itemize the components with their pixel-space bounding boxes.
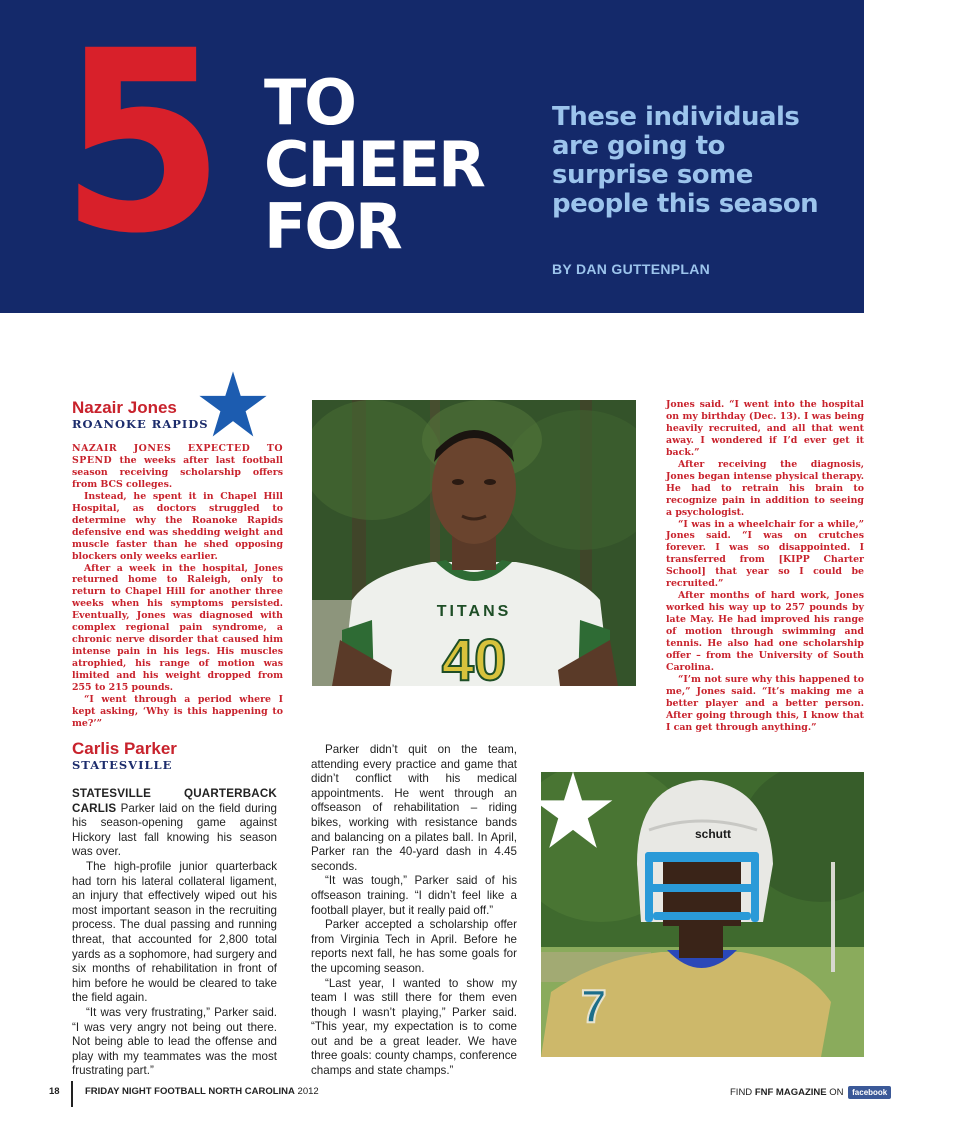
- paragraph: The high-profile junior quarterback had torn his lateral collateral ligament, an injury that effectively wiped out his most important season in the recruiting process. The dual passing and running threat, that accounted for 2,800 total yards as a sophomore, had surgery and six months of rehabilitation in front of him before he would be cleared to take the field again.: [72, 859, 277, 1005]
- paragraph: After receiving the diagnosis, Jones began intense physical therapy. He had to retrain his brain to recognize pain in addition to seeing a psychologist.: [666, 458, 864, 518]
- paragraph: “I was in a wheelchair for a while,” Jones said. “I was on crutches forever. I was so disappointed. I transferred from [KIPP Charter School] that year so I could be recruited.”: [666, 518, 864, 590]
- byline: BY DAN GUTTENPLAN: [552, 261, 711, 277]
- headline-number: 5: [60, 0, 220, 288]
- profile1-lead-rest: the weeks after last football season receiving scholarship offers from BCS colleges.: [72, 454, 283, 490]
- profile1-name: Nazair Jones: [72, 398, 177, 417]
- profile1-lead-in: NAZAIR JONES EXPECTED TO SPEND: [72, 443, 283, 466]
- footer-social: FIND FNF MAGAZINE ON facebook: [730, 1086, 891, 1099]
- paragraph: Jones said. “I went into the hospital on my birthday (Dec. 13). I was being heavily recruited, and all that went away. I wondered if I’d ever get it back.”: [666, 399, 864, 458]
- header-banner: [0, 0, 864, 313]
- paragraph: “Last year, I wanted to show my team I was still there for them even though I wasn’t playing,” Parker said. “This year, my expectation is to come out and be a great leader. We have three goals: county champs, conference champs and state champs.”: [311, 976, 517, 1078]
- helmet-brand: schutt: [695, 827, 731, 841]
- paragraph: “It was very frustrating,” Parker said. “I was very angry not being out there. Not being able to lead the offense and play with my teammates was the most frustrating part.”: [72, 1005, 277, 1078]
- profile2-name: Carlis Parker: [72, 739, 177, 758]
- profile2-body-col1: [72, 787, 277, 1079]
- headline-word-to: TO: [264, 66, 355, 139]
- facebook-badge[interactable]: facebook: [848, 1086, 891, 1099]
- jersey-number: 40: [441, 628, 507, 686]
- paragraph: After a week in the hospital, Jones returned home to Raleigh, only to return to Chapel Hill for another three weeks when his symptoms persisted. Eventually, Jones was diagnosed with complex regional pain syndrome, a chronic nerve disorder that caused him intense pain in his legs. His muscles atrophied, his range of motion was limited and his weight dropped from 255 to 215 pounds.: [72, 562, 283, 694]
- footer-publication: FRIDAY NIGHT FOOTBALL NORTH CAROLINA 2012: [85, 1086, 319, 1097]
- footer-divider: [71, 1081, 73, 1107]
- paragraph: After months of hard work, Jones worked his way up to 257 pounds by late May. He had improved his range of motion through swimming and tennis. He also had one scholarship offer – from the University of South Carolina.: [666, 590, 864, 673]
- nazair-jones-photo: [312, 400, 636, 686]
- paragraph: “It was tough,” Parker said of his offseason training. “I didn’t feel like a football player, but it really paid off.”: [311, 874, 517, 917]
- paragraph: Parker accepted a scholarship offer from Virginia Tech in April. Before he reports next fall, he has some goals for the upcoming season.: [311, 918, 517, 975]
- profile2-lead-rest: Parker laid on the field during his season-opening game against Hickory last fall knowing his season was over.: [72, 801, 277, 859]
- paragraph: “I’m not sure why this happened to me,” Jones said. “It’s making me a better player and a better person. After going through this, I know that I can get through anything.”: [666, 673, 864, 733]
- paragraph: “I went through a period where I kept asking, ‘Why is this happening to me?’”: [72, 694, 283, 729]
- headline-word-for: FOR: [264, 190, 401, 263]
- page-number: 18: [49, 1086, 60, 1097]
- profile2-school: STATESVILLE: [72, 758, 173, 772]
- profile2-lead-in: STATESVILLE QUARTERBACK CARLIS: [72, 787, 277, 815]
- star-icon: [197, 370, 269, 440]
- profile1-school: ROANOKE RAPIDS: [72, 417, 209, 431]
- jersey-text: TITANS: [436, 603, 512, 620]
- paragraph: Parker didn’t quit on the team, attending every practice and game that didn’t conflict with his medical appointments. He went through an offseason of rehabilitation – riding bikes, working with resistance bands and balancing on a pilates ball. In April, Parker ran the 40-yard dash in 4.45 seconds.: [311, 743, 517, 873]
- deck-text: These individuals are going to surprise some people this season: [552, 102, 819, 219]
- profile2-body-col2: [311, 743, 517, 1079]
- profile1-body-col2: [666, 399, 864, 734]
- paragraph: Instead, he spent it in Chapel Hill Hospital, as doctors struggled to determine why the Roanoke Rapids defensive end was shedding weight and muscle faster than he shed opposing blockers only weeks earlier.: [72, 490, 283, 562]
- star-icon: [530, 770, 616, 852]
- profile1-body-col1: [72, 443, 283, 730]
- jersey-number: 7: [581, 980, 607, 1032]
- headline-word-cheer: CHEER: [264, 128, 484, 201]
